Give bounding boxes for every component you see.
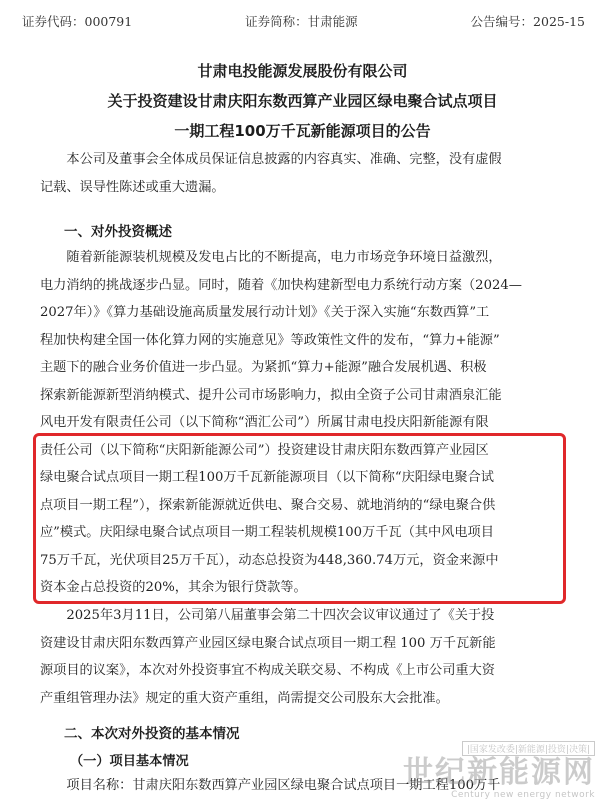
text-line: 75万千瓦，光伏项目25万千瓦），动态总投资为448,360.74万元，资金来源中 (40, 552, 499, 568)
text-line: 绿电聚合试点项目一期工程100万千瓦新能源项目（以下简称“庆阳绿电聚合试 (40, 470, 494, 485)
title-line-3: 一期工程100万千瓦新能源项目的公告 (174, 122, 431, 140)
text-line: 本公司及董事会全体成员保证信息披露的内容真实、准确、完整，没有虚假 (66, 152, 502, 167)
section-1-paragraph-2 (40, 602, 581, 712)
watermark (403, 737, 595, 800)
title-line-2: 关于投资建设甘肃庆阳东数西算产业园区绿电聚合试点项目 (107, 92, 498, 110)
watermark-subtitle: Century new energy network (451, 790, 595, 800)
text-line: 源项目的议案》，本次对外投资事宜不构成关联交易、不构成《上市公司重大资 (40, 663, 495, 678)
text-line: 产重组管理办法》规定的重大资产重组，尚需提交公司股东大会批准。 (40, 690, 449, 706)
text-line: 资本金占总投资的20%，其余为银行贷款等。 (40, 580, 307, 595)
company-name: 甘肃电投能源发展股份有限公司 (197, 62, 408, 80)
text-line: 风电开发有限责任公司（以下简称“酒汇公司”）所属甘肃电投庆阳新能源有限 (40, 415, 489, 430)
section-2-heading: 二、本次对外投资的基本情况 (64, 726, 240, 742)
intro-paragraph (40, 146, 581, 201)
text-line: 应”模式。庆阳绿电聚合试点项目一期工程装机规模100万千瓦（其中风电项目 (40, 525, 494, 540)
document-title (0, 56, 605, 146)
text-line: 资建设甘肃庆阳东数西算产业园区绿电聚合试点项目一期工程 100 万千瓦新能 (40, 635, 496, 651)
document-header (22, 12, 585, 30)
watermark-tagline: |国家发改委|新能源|投资|决策| (462, 741, 595, 756)
text-line: 2025年3月11日，公司第八届董事会第二十四次会议审议通过了《关于投 (66, 608, 495, 623)
text-line: 主题下的融合业务价值进一步凸显。为紧抓“算力+能源”融合发展机遇、积极 (40, 360, 487, 375)
text-line: 随着新能源装机规模及发电占比的不断提高，电力市场竞争环境日益激烈， (66, 250, 502, 265)
watermark-logo-text: 世纪新能源网 (403, 755, 595, 790)
highlight-box (33, 433, 566, 604)
section-2-subheading: （一）项目基本情况 (70, 754, 189, 769)
text-line: 2027年）》《算力基础设施高质量发展行动计划》《关于深入实施“东数西算”工 (40, 305, 490, 320)
section-1-heading: 一、对外投资概述 (64, 224, 172, 240)
stock-code: 证券代码：000791 (22, 14, 133, 29)
text-line: 记载、误导性陈述或重大遗漏。 (40, 179, 225, 195)
text-line: 程加快构建全国一体化算力网的实施意见》等政策性文件的发布，“算力+能源” (40, 332, 500, 348)
text-line: 探索新能源新型消纳模式、提升公司市场影响力，拟由全资子公司甘肃酒泉汇能 (40, 387, 502, 403)
text-line: 点项目一期工程”），探索新能源就近供电、聚合交易、就地消纳的“绿电聚合供 (40, 497, 496, 513)
text-line: 责任公司（以下简称“庆阳新能源公司”）投资建设甘肃庆阳东数西算产业园区 (40, 442, 489, 458)
text-line: 电力消纳的挑战逐步凸显。同时，随着《加快构建新型电力系统行动方案（2024— (40, 277, 522, 293)
stock-name: 证券简称：甘肃能源 (245, 14, 358, 29)
announcement-number: 公告编号：2025-15 (470, 14, 585, 29)
text-line: 项目名称：甘肃庆阳东数西算产业园区绿电聚合试点项目一期工程100万千 (66, 778, 501, 793)
